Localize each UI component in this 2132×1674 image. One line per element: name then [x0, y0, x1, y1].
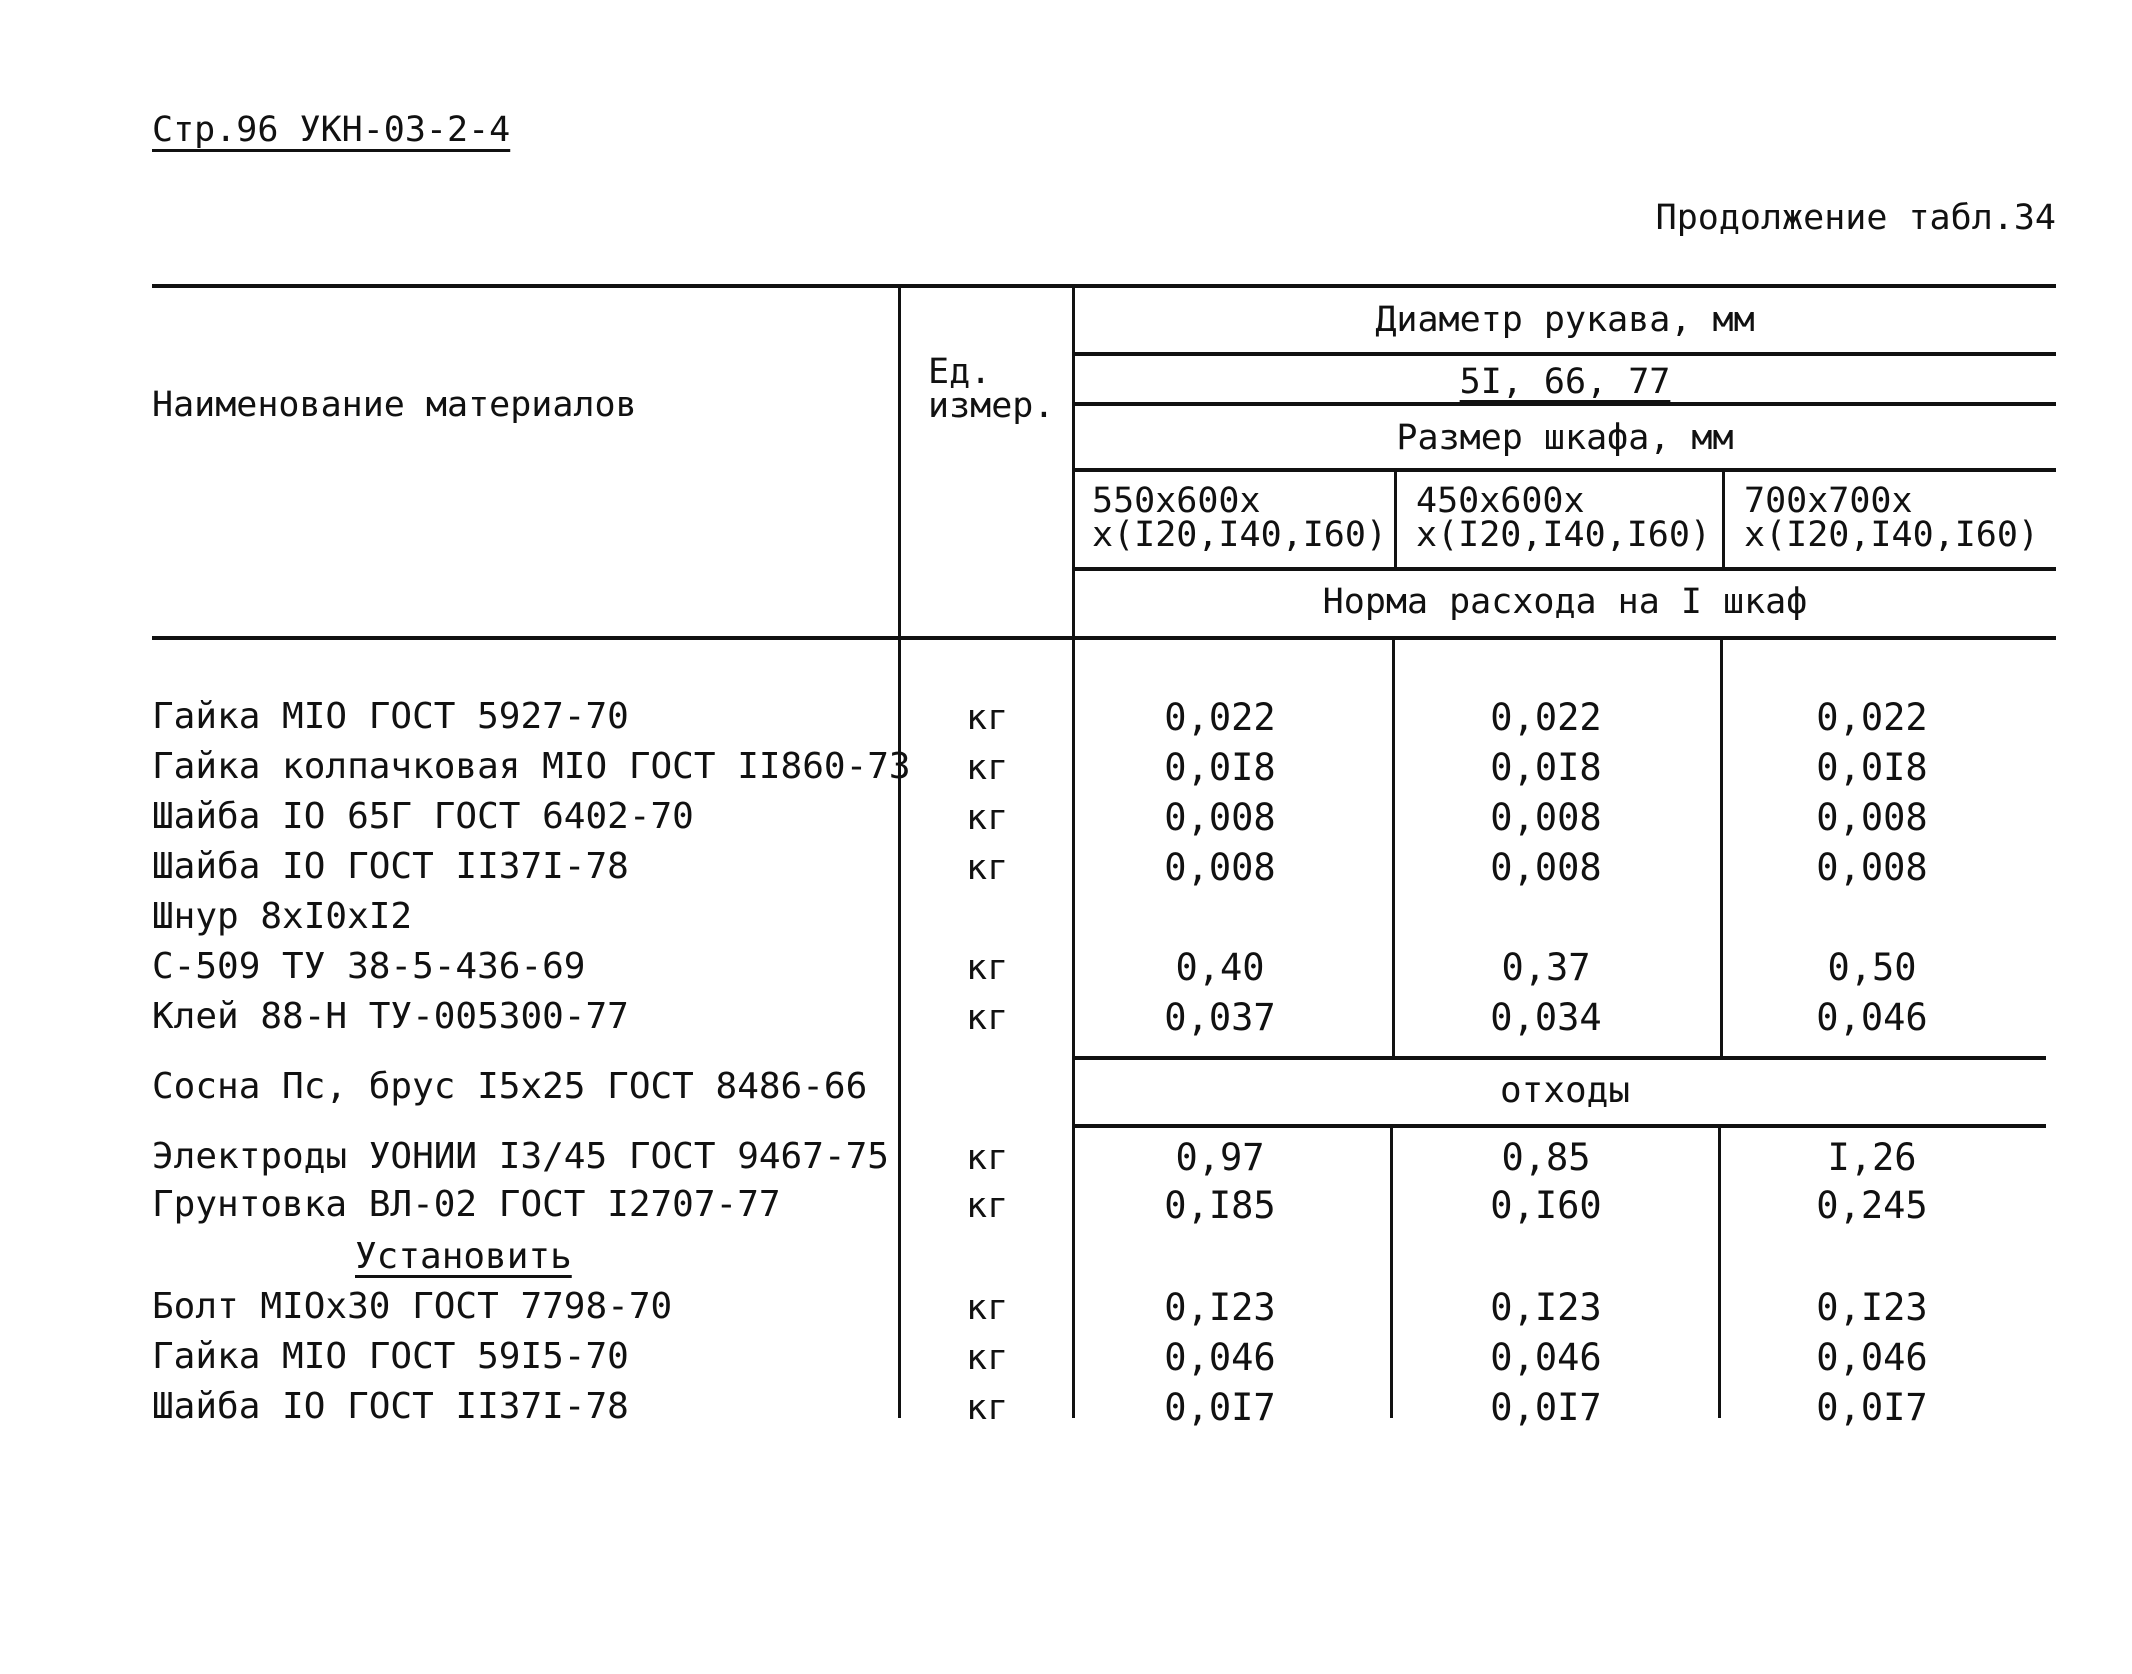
material-name: С-509 ТУ 38-5-436-69: [152, 946, 586, 987]
material-unit: кг: [966, 1288, 1009, 1328]
norm-value-col2: 0,008: [1490, 846, 1602, 889]
material-unit: кг: [966, 1338, 1009, 1378]
waste-label: отходы: [1499, 1070, 1631, 1111]
material-unit: кг: [966, 798, 1009, 838]
norm-value-col3: 0,50: [1827, 946, 1917, 989]
material-name: Шнур 8xI0xI2: [152, 896, 413, 937]
size2-divider-header: [1722, 468, 1725, 567]
page-header: Стр.96 УКН-03-2-4: [152, 110, 511, 150]
norm-value-col2: 0,0I7: [1490, 1386, 1602, 1429]
header-bottom-rule: [152, 636, 2056, 640]
size-col3-line2: x(I20,I40,I60): [1744, 515, 2040, 555]
rule-under-cabinet-size: [1074, 468, 2056, 472]
table-top-rule: [152, 284, 2056, 288]
header-hose-diameter: Диаметр рукава, мм: [1375, 300, 1755, 340]
header-material-name: Наименование материалов: [152, 385, 637, 425]
norm-value-col1: 0,I23: [1164, 1286, 1276, 1329]
norm-value-col1: 0,0I7: [1164, 1386, 1276, 1429]
header-consumption-norm: Норма расхода на I шкаф: [1322, 582, 1808, 622]
norm-value-col3: 0,046: [1816, 1336, 1928, 1379]
col1-divider-body-b: [1390, 1126, 1393, 1418]
header-cabinet-size: Размер шкафа, мм: [1396, 418, 1734, 458]
rule-under-group-title: [1074, 352, 2056, 356]
material-name: Шайба IO ГОСТ II37I-78: [152, 1386, 629, 1427]
norm-value-col1: 0,40: [1175, 946, 1265, 989]
norm-value-col2: 0,034: [1490, 996, 1602, 1039]
norm-value-col2: 0,37: [1501, 946, 1591, 989]
norm-value-col3: I,26: [1827, 1136, 1917, 1179]
material-unit: кг: [966, 698, 1009, 738]
material-name: Шайба IO ГОСТ II37I-78: [152, 846, 629, 887]
norm-value-col3: 0,I23: [1816, 1286, 1928, 1329]
material-unit: кг: [966, 1186, 1009, 1226]
size1-divider-header: [1394, 468, 1397, 567]
install-label: Установить: [355, 1236, 572, 1277]
norm-value-col2: 0,046: [1490, 1336, 1602, 1379]
norm-value-col1: 0,I85: [1164, 1184, 1276, 1227]
norm-value-col3: 0,245: [1816, 1184, 1928, 1227]
rule-under-sizes: [1074, 567, 2056, 571]
table-continuation-label: Продолжение табл.34: [1655, 198, 2056, 238]
norm-value-col1: 0,008: [1164, 796, 1276, 839]
size-col2-line1: 450x600x: [1416, 481, 1585, 521]
name-column-divider: [898, 284, 901, 1418]
norm-value-col3: 0,0I7: [1816, 1386, 1928, 1429]
material-unit: кг: [966, 948, 1009, 988]
norm-value-col1: 0,008: [1164, 846, 1276, 889]
norm-value-col1: 0,97: [1175, 1136, 1265, 1179]
norm-value-col3: 0,022: [1816, 696, 1928, 739]
material-name: Гайка MIO ГОСТ 5927-70: [152, 696, 629, 737]
material-name: Гайка MIO ГОСТ 59I5-70: [152, 1336, 629, 1377]
waste-top-rule: [1074, 1056, 2046, 1060]
norm-value-col3: 0,008: [1816, 846, 1928, 889]
norm-value-col3: 0,0I8: [1816, 746, 1928, 789]
norm-value-col1: 0,022: [1164, 696, 1276, 739]
material-unit: кг: [966, 998, 1009, 1038]
norm-value-col1: 0,046: [1164, 1336, 1276, 1379]
material-name: Гайка колпачковая MIO ГОСТ II860-73: [152, 746, 911, 787]
header-unit-line2: измер.: [928, 386, 1055, 426]
norm-value-col3: 0,046: [1816, 996, 1928, 1039]
norm-value-col3: 0,008: [1816, 796, 1928, 839]
col1-divider-body-a: [1392, 638, 1395, 1058]
norm-value-col2: 0,022: [1490, 696, 1602, 739]
size-col2-line2: x(I20,I40,I60): [1416, 515, 1712, 555]
header-diameter-values: 5I, 66, 77: [1459, 362, 1671, 402]
norm-value-col1: 0,0I8: [1164, 746, 1276, 789]
col2-divider-body-b: [1718, 1126, 1721, 1418]
norm-value-col2: 0,85: [1501, 1136, 1591, 1179]
material-name: Клей 88-Н ТУ-005300-77: [152, 996, 629, 1037]
material-name: Шайба IO 65Г ГОСТ 6402-70: [152, 796, 694, 837]
size-col3-line1: 700x700x: [1744, 481, 1913, 521]
material-name: Болт MIOx30 ГОСТ 7798-70: [152, 1286, 673, 1327]
size-col1-line1: 550x600x: [1092, 481, 1261, 521]
material-unit: кг: [966, 1388, 1009, 1428]
size-col1-line2: x(I20,I40,I60): [1092, 515, 1388, 555]
material-name: Электроды УОНИИ I3/45 ГОСТ 9467-75: [152, 1136, 889, 1177]
rule-under-diameters: [1074, 402, 2056, 406]
material-unit: кг: [966, 748, 1009, 788]
norm-value-col2: 0,008: [1490, 796, 1602, 839]
material-name: Грунтовка ВЛ-02 ГОСТ I2707-77: [152, 1184, 781, 1225]
material-name: Сосна Пс, брус I5x25 ГОСТ 8486-66: [152, 1066, 868, 1107]
norm-value-col2: 0,I60: [1490, 1184, 1602, 1227]
norm-value-col2: 0,0I8: [1490, 746, 1602, 789]
norm-value-col1: 0,037: [1164, 996, 1276, 1039]
col2-divider-body-a: [1720, 638, 1723, 1058]
waste-bottom-rule: [1074, 1124, 2046, 1128]
norm-value-col2: 0,I23: [1490, 1286, 1602, 1329]
material-unit: кг: [966, 848, 1009, 888]
header-unit-line1: Ед.: [928, 352, 992, 392]
material-unit: кг: [966, 1138, 1009, 1178]
